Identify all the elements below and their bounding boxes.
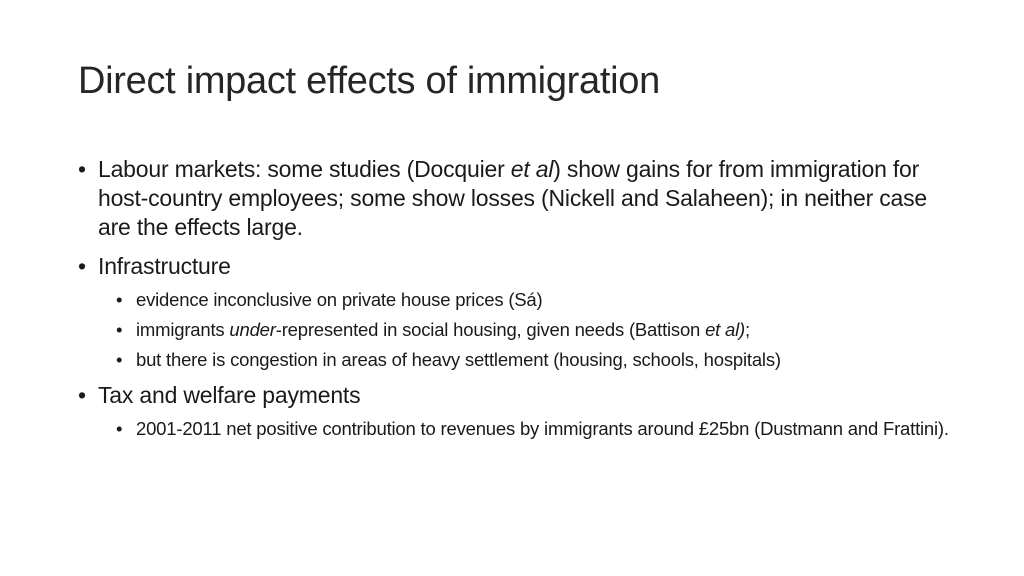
sub-bullet-list xyxy=(78,417,958,440)
text-run: Tax and welfare payments xyxy=(98,382,361,408)
bullet-icon: • xyxy=(78,382,86,408)
bullet-item xyxy=(78,381,958,410)
text-run: Infrastructure xyxy=(98,253,231,279)
sub-bullet-item xyxy=(78,318,958,341)
italic-text: et al) xyxy=(705,319,746,340)
italic-text: et al xyxy=(510,156,554,182)
text-run: immigrants xyxy=(136,319,230,340)
text-run: ; xyxy=(745,319,750,340)
slide-body xyxy=(78,155,958,450)
text-run: 2001-2011 net positive contribution to revenues by immigrants around £25bn (Dustmann and Frattini). xyxy=(136,418,949,439)
bullet-item xyxy=(78,252,958,281)
sub-bullet-item xyxy=(78,417,958,440)
sub-bullet-list xyxy=(78,288,958,371)
sub-bullet-item xyxy=(78,348,958,371)
bullet-icon: • xyxy=(116,289,123,310)
bullet-icon: • xyxy=(78,253,86,279)
slide-title: Direct impact effects of immigration xyxy=(78,60,660,102)
text-run: -represented in social housing, given needs (Battison xyxy=(275,319,706,340)
bullet-icon: • xyxy=(116,319,123,340)
text-run: Labour markets: some studies (Docquier xyxy=(98,156,511,182)
bullet-icon: • xyxy=(116,418,123,439)
text-run: ) show gains for from immigration for host-country employees; some show losses (Nickell and Salaheen); in neither case are the effects large. xyxy=(98,156,928,240)
text-run: but there is congestion in areas of heavy settlement (housing, schools, hospitals) xyxy=(136,349,781,370)
italic-text: under xyxy=(229,319,276,340)
bullet-icon: • xyxy=(116,349,123,370)
sub-bullet-item xyxy=(78,288,958,311)
bullet-icon: • xyxy=(78,156,86,182)
bullet-item xyxy=(78,155,958,242)
text-run: evidence inconclusive on private house prices (Sá) xyxy=(136,289,543,310)
